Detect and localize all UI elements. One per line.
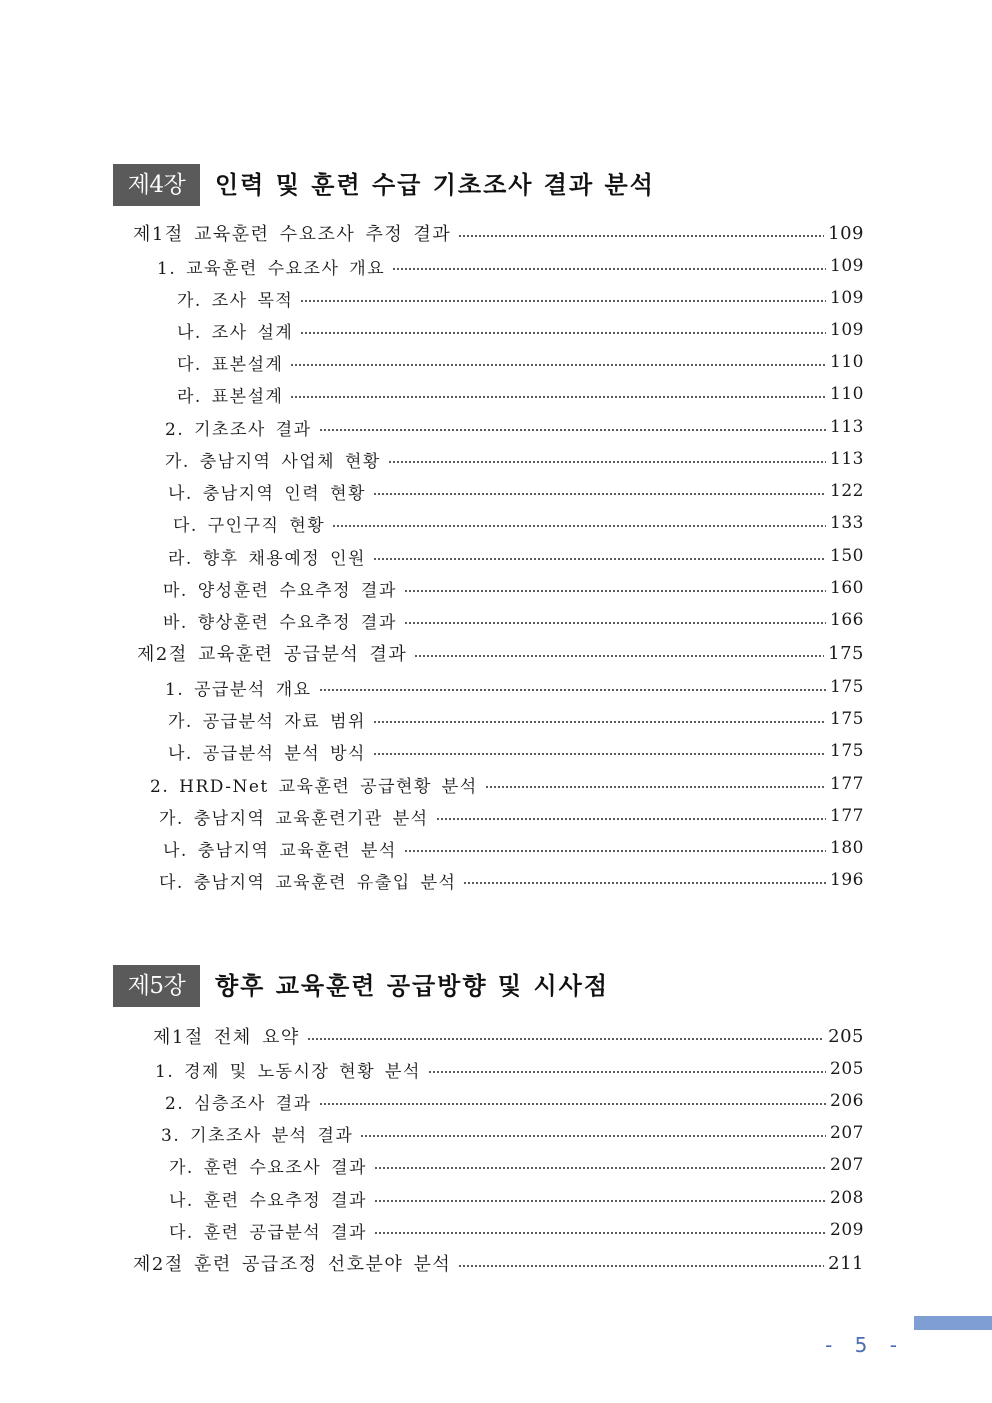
toc-entry[interactable]: [163, 574, 864, 602]
toc-page-number: 175: [830, 677, 864, 697]
leader-dots: [388, 461, 826, 463]
toc-page-number: 109: [828, 222, 864, 244]
toc-page-number: 209: [830, 1220, 864, 1240]
page-number: - 5 -: [825, 1333, 905, 1357]
toc-entry[interactable]: [177, 348, 864, 376]
toc-entry-label: 가. 공급분석 자료 범위: [168, 711, 366, 732]
toc-entry-label: 가. 충남지역 교육훈련기관 분석: [159, 808, 429, 829]
toc-entry[interactable]: [133, 1249, 864, 1277]
toc-page-number: 177: [830, 774, 864, 794]
toc-entry-label: 나. 공급분석 분석 방식: [168, 743, 366, 764]
toc-entry-label: 가. 조사 목적: [177, 290, 294, 311]
leader-dots: [290, 396, 826, 398]
leader-dots: [374, 1232, 826, 1234]
toc-page-number: 150: [830, 546, 864, 566]
toc-page-number: 196: [830, 870, 864, 890]
toc-entry-label: 가. 훈련 수요조사 결과: [169, 1157, 367, 1178]
toc-entry[interactable]: [159, 802, 864, 830]
toc-entry-label: 다. 훈련 공급분석 결과: [169, 1222, 367, 1243]
toc-page-number: 113: [830, 449, 864, 469]
chapter-title: 향후 교육훈련 공급방향 및 시사점: [215, 972, 609, 1000]
toc-entry[interactable]: [168, 737, 864, 765]
toc-page-number: 175: [830, 741, 864, 761]
toc-entry-label: 3. 기초조사 분석 결과: [161, 1125, 354, 1146]
leader-dots: [404, 622, 826, 624]
toc-entry[interactable]: [163, 606, 864, 634]
toc-page-number: 109: [830, 320, 864, 340]
leader-dots: [458, 1265, 824, 1267]
toc-entry[interactable]: [168, 477, 864, 505]
toc-page-number: 166: [830, 610, 864, 630]
leader-dots: [319, 689, 826, 691]
toc-page-number: 160: [830, 578, 864, 598]
toc-entry-label: 다. 충남지역 교육훈련 유출입 분석: [159, 872, 457, 893]
toc-page-number: 205: [830, 1059, 864, 1079]
leader-dots: [436, 818, 826, 820]
toc-page-number: 208: [830, 1188, 864, 1208]
toc-entry[interactable]: [159, 866, 864, 894]
toc-entry[interactable]: [169, 1151, 864, 1179]
toc-page-number: 122: [830, 481, 864, 501]
leader-dots: [428, 1071, 826, 1073]
toc-page-number: 133: [830, 513, 864, 533]
leader-dots: [392, 268, 826, 270]
toc-page-number: 180: [830, 838, 864, 858]
leader-dots: [463, 882, 826, 884]
leader-dots: [414, 655, 824, 657]
toc-page-number: 175: [830, 709, 864, 729]
toc-entry-label: 나. 충남지역 인력 현황: [168, 483, 366, 504]
toc-entry-label: 다. 구인구직 현황: [173, 515, 326, 536]
leader-dots: [374, 1167, 826, 1169]
toc-entry[interactable]: [133, 219, 864, 247]
toc-entry-label: 나. 조사 설계: [177, 322, 294, 343]
toc-entry-label: 제1절 교육훈련 수요조사 추정 결과: [133, 224, 452, 245]
toc-entry-label: 제2절 교육훈련 공급분석 결과: [137, 644, 408, 665]
toc-page-number: 205: [828, 1025, 864, 1047]
leader-dots: [458, 235, 824, 237]
toc-entry[interactable]: [163, 834, 864, 862]
toc-entry-label: 2. HRD-Net 교육훈련 공급현황 분석: [150, 776, 478, 797]
toc-entry-label: 마. 양성훈련 수요추정 결과: [163, 580, 397, 601]
footer-accent-bar: [914, 1316, 992, 1330]
toc-entry-label: 나. 훈련 수요추정 결과: [169, 1190, 367, 1211]
toc-entry[interactable]: [165, 673, 864, 701]
toc-entry-label: 라. 향후 채용예정 인원: [168, 548, 366, 569]
toc-entry-label: 2. 심층조사 결과: [165, 1093, 312, 1114]
toc-entry[interactable]: [153, 1022, 864, 1050]
toc-entry[interactable]: [177, 284, 864, 312]
leader-dots: [404, 850, 826, 852]
toc-page-number: 110: [830, 384, 864, 404]
toc-entry[interactable]: [168, 705, 864, 733]
toc-page-number: 175: [828, 642, 864, 664]
toc-entry[interactable]: [137, 639, 864, 667]
toc-entry-label: 가. 충남지역 사업체 현황: [165, 451, 381, 472]
toc-page-number: 113: [830, 417, 864, 437]
toc-entry-label: 1. 공급분석 개요: [165, 679, 312, 700]
leader-dots: [373, 753, 826, 755]
toc-entry-label: 제2절 훈련 공급조정 선호분야 분석: [133, 1254, 452, 1275]
toc-page-number: 207: [830, 1123, 864, 1143]
toc-entry[interactable]: [169, 1216, 864, 1244]
toc-entry-label: 다. 표본설계: [177, 354, 284, 375]
toc-entry-label: 1. 교육훈련 수요조사 개요: [157, 258, 386, 279]
toc-entry-label: 제1절 전체 요약: [153, 1027, 300, 1048]
toc-entry[interactable]: [150, 770, 864, 798]
leader-dots: [404, 590, 826, 592]
toc-page-number: 211: [828, 1252, 864, 1274]
chapter-badge: 제4장: [113, 164, 200, 206]
chapter-title: 인력 및 훈련 수급 기초조사 결과 분석: [215, 171, 655, 199]
leader-dots: [374, 1200, 826, 1202]
leader-dots: [332, 525, 826, 527]
chapter-5-header: [113, 965, 833, 1009]
leader-dots: [360, 1135, 826, 1137]
leader-dots: [373, 721, 826, 723]
toc-entry[interactable]: [177, 380, 864, 408]
toc-page-number: 206: [830, 1091, 864, 1111]
toc-entry-label: 1. 경제 및 노동시장 현황 분석: [155, 1061, 421, 1082]
leader-dots: [485, 786, 826, 788]
toc-page-number: 109: [830, 256, 864, 276]
toc-entry[interactable]: [165, 445, 864, 473]
leader-dots: [373, 558, 826, 560]
chapter-4-header: [113, 164, 833, 208]
leader-dots: [319, 1103, 826, 1105]
leader-dots: [373, 493, 826, 495]
toc-entry[interactable]: [169, 1184, 864, 1212]
leader-dots: [300, 300, 826, 302]
toc-entry[interactable]: [155, 1055, 864, 1083]
toc-entry[interactable]: [168, 542, 864, 570]
chapter-badge: 제5장: [113, 965, 200, 1007]
toc-entry-label: 나. 충남지역 교육훈련 분석: [163, 840, 397, 861]
toc-entry[interactable]: [157, 252, 864, 280]
toc-entry[interactable]: [177, 316, 864, 344]
toc-entry-label: 2. 기초조사 결과: [165, 419, 312, 440]
toc-page-number: 109: [830, 288, 864, 308]
leader-dots: [319, 429, 826, 431]
toc-page-number: 177: [830, 806, 864, 826]
toc-entry[interactable]: [165, 413, 864, 441]
toc-entry[interactable]: [173, 509, 864, 537]
leader-dots: [307, 1038, 824, 1040]
toc-page-number: 110: [830, 352, 864, 372]
toc-entry[interactable]: [161, 1119, 864, 1147]
leader-dots: [290, 364, 826, 366]
toc-entry-label: 바. 향상훈련 수요추정 결과: [163, 612, 397, 633]
toc-entry[interactable]: [165, 1087, 864, 1115]
toc-entry-label: 라. 표본설계: [177, 386, 284, 407]
leader-dots: [300, 332, 826, 334]
toc-page-number: 207: [830, 1155, 864, 1175]
